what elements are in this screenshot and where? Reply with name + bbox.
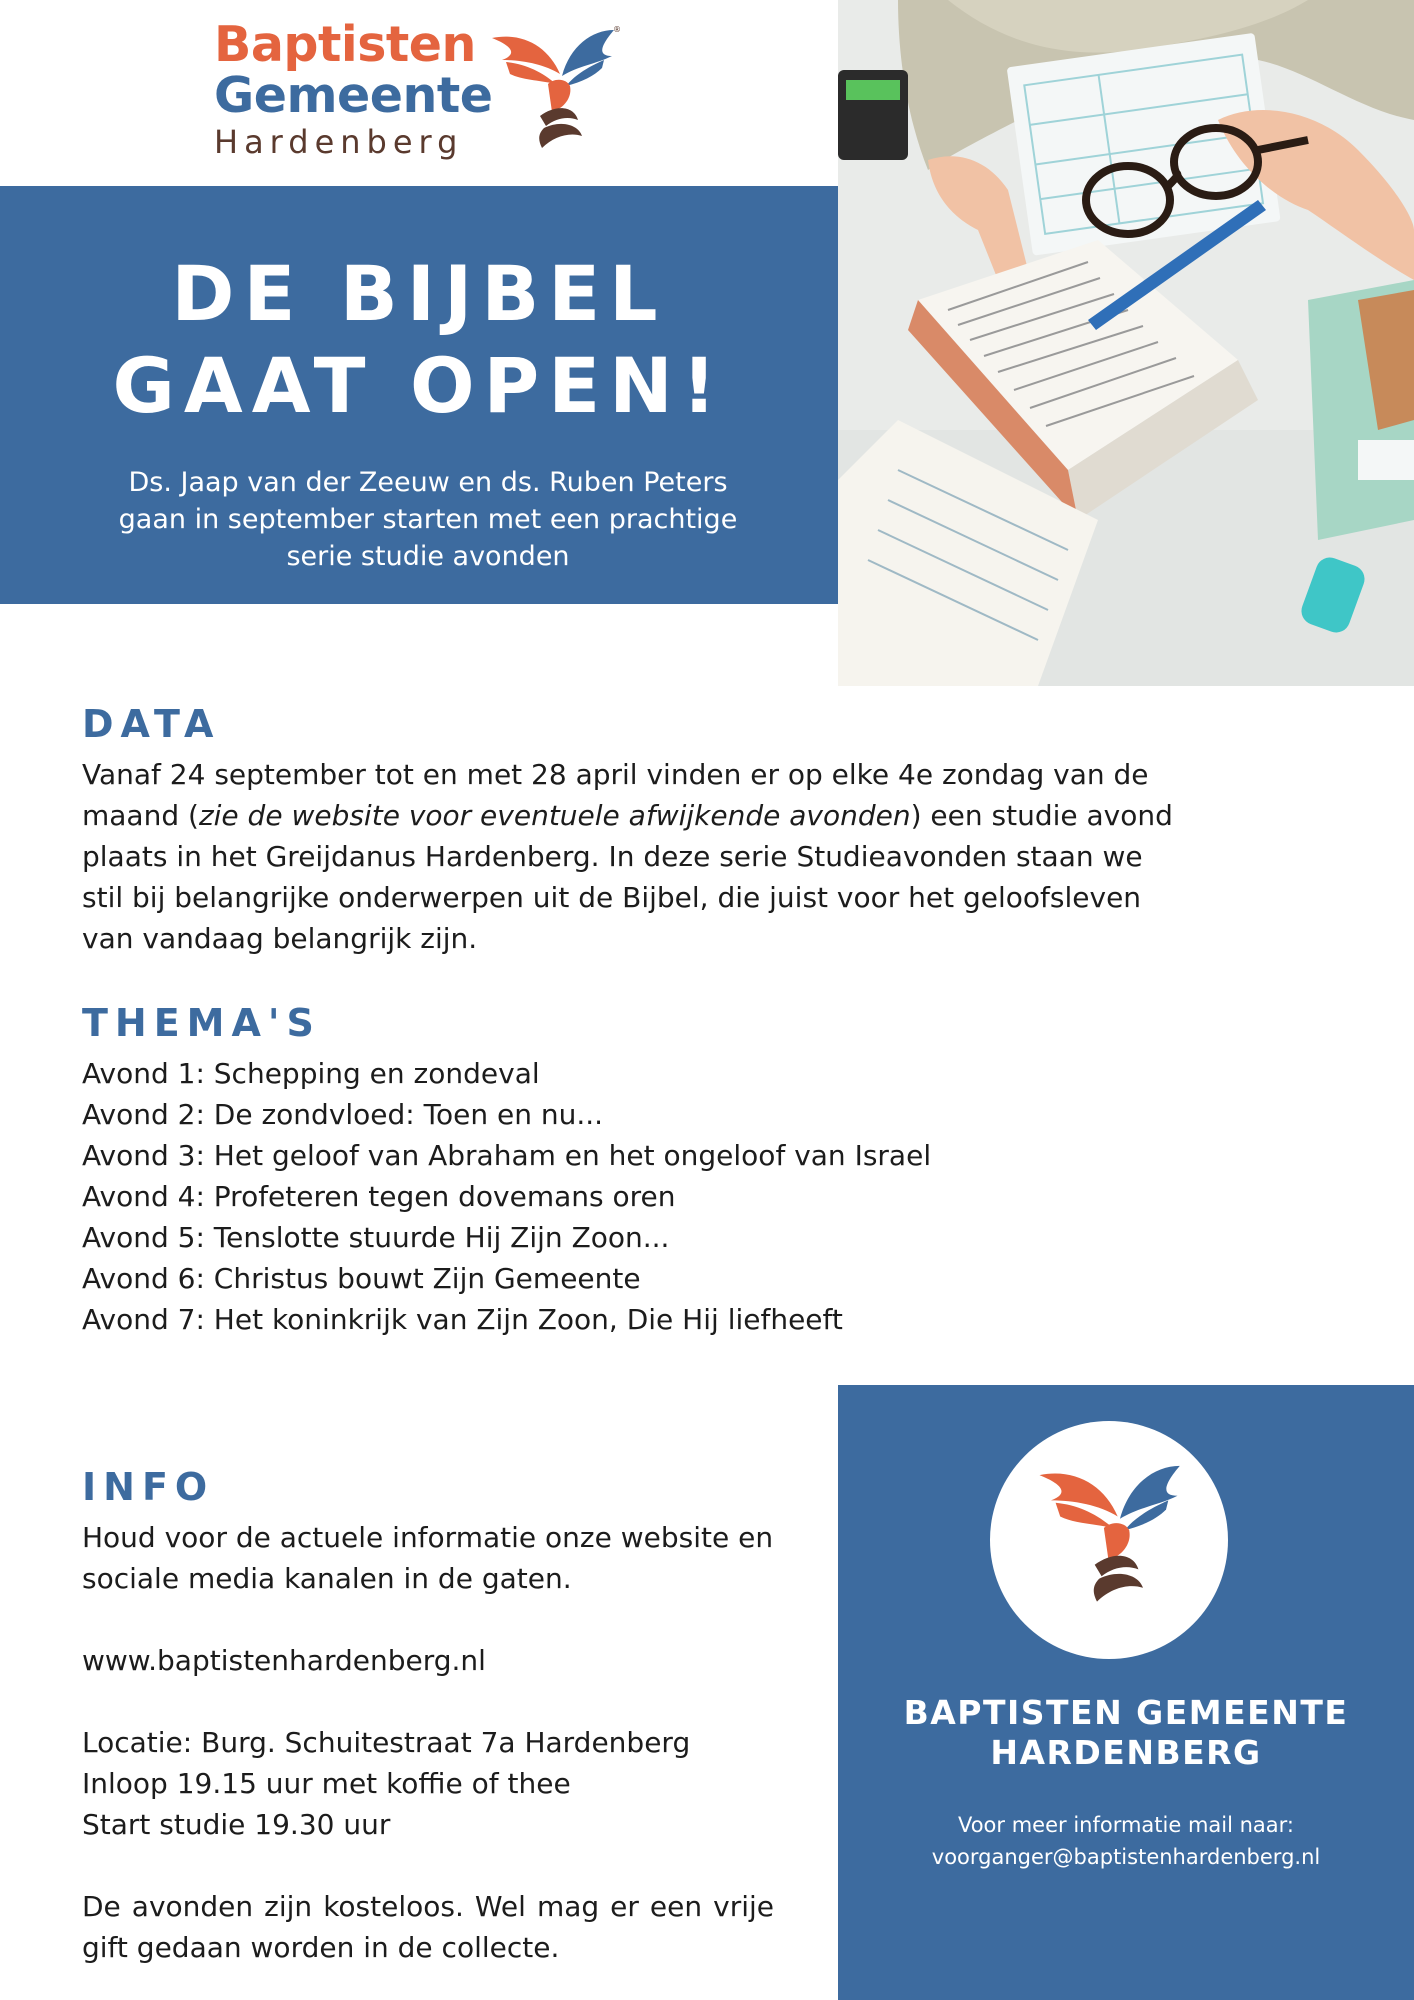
org-name-line-2: HARDENBERG <box>990 1733 1262 1772</box>
contact-info <box>838 1809 1414 1873</box>
themes-heading: THEMA'S <box>82 1001 321 1045</box>
start-text: Start studie 19.30 uur <box>82 1808 391 1841</box>
theme-item: Avond 1: Schepping en zondeval <box>82 1057 540 1090</box>
themes-list <box>82 1053 1082 1340</box>
dove-logo-icon <box>482 24 622 164</box>
data-text-start: Vanaf 24 september tot en met 28 april vinden er op elke 4e zondag van de maand ( <box>82 758 1149 832</box>
logo-line-baptisten: Baptisten <box>214 16 476 73</box>
registered-mark: ® <box>613 25 621 34</box>
dove-logo-icon <box>990 1421 1228 1659</box>
contact-label: Voor meer informatie mail naar: <box>957 1813 1295 1837</box>
logo-wordmark <box>214 16 493 161</box>
logo-line-gemeente: Gemeente <box>214 67 493 124</box>
walkin-text: Inloop 19.15 uur met koffie of thee <box>82 1767 571 1800</box>
page-title <box>0 248 838 432</box>
contact-email[interactable]: voorganger@baptistenhardenberg.nl <box>931 1845 1321 1869</box>
subtitle-line-1: Ds. Jaap van der Zeeuw en ds. Ruben Peters <box>128 467 728 498</box>
data-paragraph <box>82 754 1182 959</box>
title-line-1: DE BIJBEL <box>171 249 667 338</box>
data-text-end: ) een studie avond plaats in het Greijdanus Hardenberg. In deze serie Studieavonden staan we stil bij belangrijke onderwerpen uit de Bijbel, die juist voor het geloofsleven van vandaag belangrijk zijn. <box>82 799 1173 955</box>
logo-circle <box>990 1421 1228 1659</box>
data-text-italic: zie de website voor eventuele afwijkende avonden <box>198 799 911 832</box>
website-link[interactable]: www.baptistenhardenberg.nl <box>82 1644 486 1677</box>
logo <box>214 16 624 170</box>
hero-banner <box>0 186 838 604</box>
location-text: Locatie: Burg. Schuitestraat 7a Hardenberg <box>82 1726 691 1759</box>
cost-paragraph: De avonden zijn kosteloos. Wel mag er een vrije gift gedaan worden in de collecte. <box>82 1890 774 1964</box>
study-photo-illustration <box>838 0 1414 686</box>
theme-item: Avond 7: Het koninkrijk van Zijn Zoon, Die Hij liefheeft <box>82 1303 843 1336</box>
logo-line-hardenberg: Hardenberg <box>214 123 464 161</box>
hero-subtitle <box>60 464 796 575</box>
subtitle-line-2: gaan in september starten met een prachtige <box>118 504 738 535</box>
title-line-2: GAAT OPEN! <box>112 341 726 430</box>
theme-item: Avond 6: Christus bouwt Zijn Gemeente <box>82 1262 641 1295</box>
subtitle-line-3: serie studie avonden <box>286 541 570 572</box>
info-paragraph: Houd voor de actuele informatie onze website en sociale media kanalen in de gaten. <box>82 1521 774 1595</box>
data-heading: DATA <box>82 702 221 746</box>
theme-item: Avond 2: De zondvloed: Toen en nu... <box>82 1098 604 1131</box>
org-name-line-1: BAPTISTEN GEMEENTE <box>903 1693 1349 1732</box>
info-heading: INFO <box>82 1465 215 1509</box>
org-name <box>838 1693 1414 1773</box>
theme-item: Avond 4: Profeteren tegen dovemans oren <box>82 1180 676 1213</box>
study-photo <box>838 0 1414 686</box>
theme-item: Avond 5: Tenslotte stuurde Hij Zijn Zoon... <box>82 1221 670 1254</box>
contact-box <box>838 1385 1414 2000</box>
theme-item: Avond 3: Het geloof van Abraham en het ongeloof van Israel <box>82 1139 932 1172</box>
